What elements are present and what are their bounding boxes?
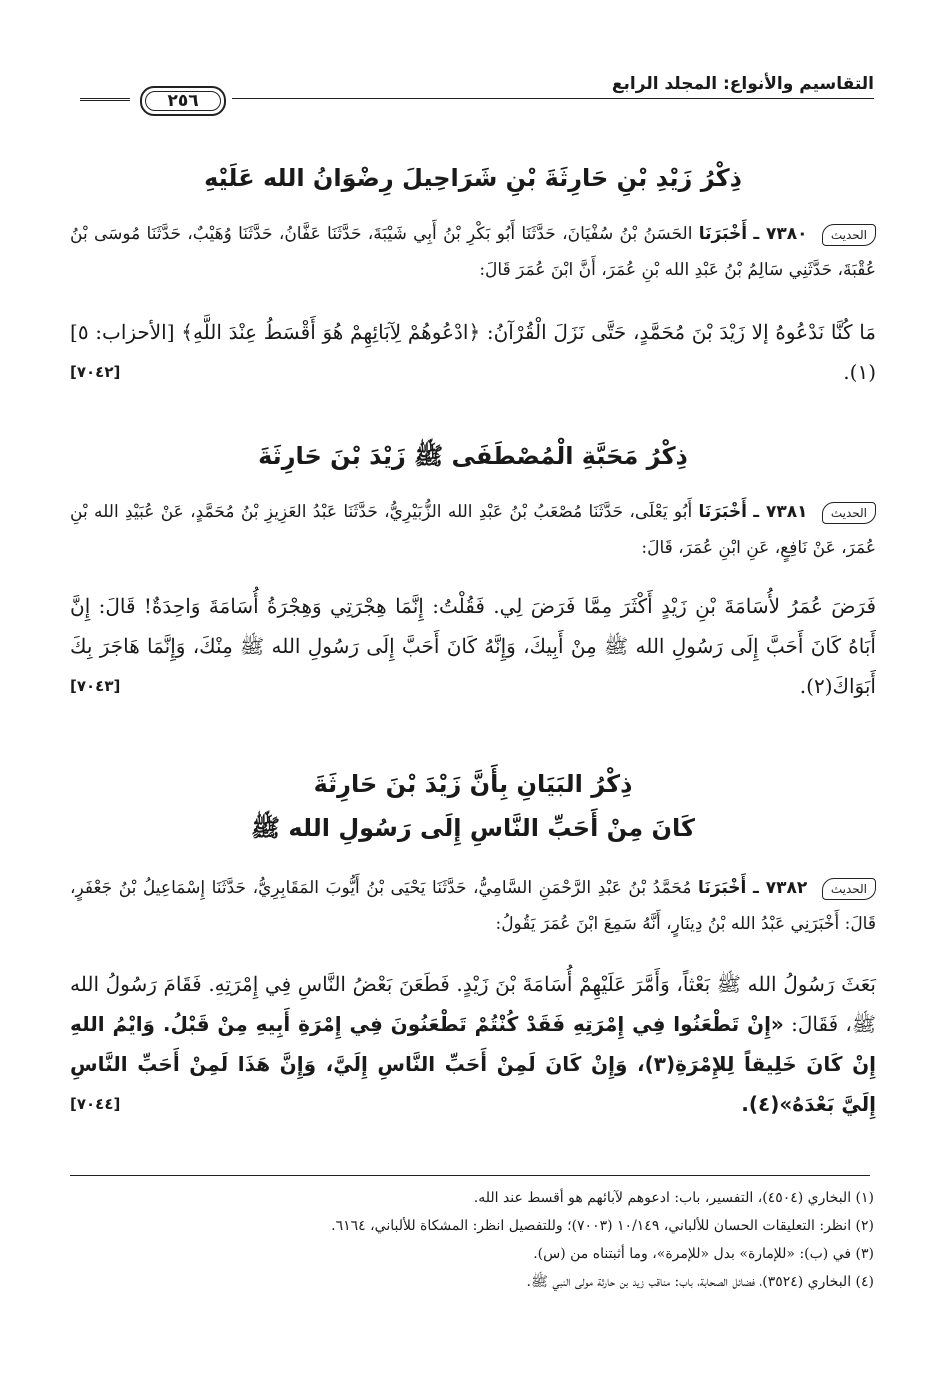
hadith-matn-1 (70, 312, 876, 392)
isnad-text: أَبُو يَعْلَى، حَدَّثَنَا مُصْعَبُ بْنُ عَبْدِ الله الزُّبَيْرِيُّ، حَدَّثَنَا عَبْدُ العَزِيزِ بْنُ مُحَمَّدٍ، عَنْ عُبَيْدِ الله بْنِ عُمَرَ، عَنْ نَافِعٍ، عَنِ ابْنِ عُمَرَ، قَالَ: (70, 502, 876, 558)
footnote-item: (٤) البخاري (٣٥٢٤)، فضائل الصحابة، باب: مناقب زيد بن حارثة مولى النبي ﷺ. (526, 1274, 874, 1290)
hadith-reference: [٧٠٤٤] (70, 1095, 121, 1113)
hadith-reference: [٧٠٤٣] (70, 677, 121, 695)
hadith-opening: أَخْبَرَنَا (698, 502, 747, 522)
hadith-matn-2 (70, 586, 876, 706)
isnad-text: مُحَمَّدُ بْنُ عَبْدِ الرَّحْمَنِ السَّامِيُّ، حَدَّثَنَا يَحْيَى بْنُ أَيُّوبَ المَقَابِرِيُّ، حَدَّثَنَا إِسْمَاعِيلُ بْنُ جَعْفَرٍ، قَالَ: أَخْبَرَنِي عَبْدُ الله بْنُ دِينَارٍ، أَنَّهُ سَمِعَ ابْنَ عُمَرَ يَقُولُ: (70, 878, 876, 934)
page-number: ٢٥٦ (140, 86, 226, 116)
matn-bold-text: «إِنْ تَطْعَنُوا فِي إِمْرَتِهِ فَقَدْ كُنْتُمْ تَطْعَنُونَ فِي إِمْرَةِ أَبِيهِ مِنْ قَبْلُ. وَايْمُ اللهِ إِنْ كَانَ خَلِيقاً لِلإِمْرَةِ(٣)، وَإِنْ كَانَ لَمِنْ أَحَبِّ النَّاسِ إِلَيَّ، وَإِنَّ هَذَا لَمِنْ أَحَبِّ النَّاسِ إِلَيَّ بَعْدَهُ»(٤). (70, 1012, 877, 1116)
matn-text: مَا كُنَّا نَدْعُوهُ إلا زَيْدَ بْنَ مُحَمَّدٍ، حَتَّى نَزَلَ الْقُرْآنُ: ﴿ادْعُوهُمْ لِآبَائِهِمْ هُوَ أَقْسَطُ عِنْدَ اللَّهِ﴾ [الأحزاب: ٥](١). (70, 320, 876, 384)
section-heading-2: ذِكْرُ مَحَبَّةِ الْمُصْطَفَى ﷺ زَيْدَ بْنَ حَارِثَةَ (258, 442, 688, 470)
footnote-item: (٢) انظر: التعليقات الحسان للألباني، ١٠/١٤٩ (٧٠٠٣)؛ وللتفصيل انظر: المشكاة للألباني، ٦١٦٤. (331, 1218, 874, 1234)
header-rule (232, 98, 874, 99)
isnad-text: الحَسَنُ بْنُ سُفْيَانَ، حَدَّثَنَا أَبُو بَكْرِ بْنُ أَبِي شَيْبَةَ، حَدَّثَنَا عَفَّانُ، حَدَّثَنَا وُهَيْبٌ، حَدَّثَنَا مُوسَى بْنُ عُقْبَةَ، حَدَّثَنِي سَالِمُ بْنُ عَبْدِ الله بْنِ عُمَرَ، أَنَّ ابْنَ عُمَرَ قَالَ: (70, 224, 876, 280)
hadith-matn-3 (70, 964, 876, 1124)
running-header (80, 62, 874, 118)
hadith-opening: أَخْبَرَنَا (698, 224, 748, 244)
hadith-badge: الحديث (822, 878, 876, 900)
hadith-number: ٧٣٨١ ـ (753, 502, 808, 522)
hadith-isnad-2 (70, 494, 876, 566)
header-rule-short (80, 98, 130, 101)
hadith-isnad-3 (70, 870, 876, 942)
matn-text: فَرَضَ عُمَرُ لأُسَامَةَ بْنِ زَيْدٍ أَكْثَرَ مِمَّا فَرَضَ لِي. فَقُلْتُ: إِنَّمَا هِجْرَتِي وَهِجْرَةُ أُسَامَةَ وَاحِدَةٌ! قَالَ: إِنَّ أَبَاهُ كَانَ أَحَبَّ إِلَى رَسُولِ الله ﷺ مِنْ أَبِيكَ، وَإِنَّهُ كَانَ أَحَبَّ إِلَى رَسُولِ الله ﷺ مِنْكَ، وَإِنَّمَا هَاجَرَ بِكَ أَبَوَاكَ(٢). (70, 594, 876, 698)
section-heading-1: ذِكْرُ زَيْدِ بْنِ حَارِثَةَ بْنِ شَرَاحِيلَ رِضْوَانُ الله عَلَيْهِ (204, 164, 742, 192)
hadith-badge: الحديث (822, 502, 876, 524)
footnote-rule (70, 1175, 870, 1176)
footnote-item: (٣) في (ب): «للإمارة» بدل «للإمرة»، وما أثبتناه من (س). (533, 1246, 874, 1262)
footnotes (70, 1184, 874, 1296)
hadith-opening: أَخْبَرَنَا (698, 878, 747, 898)
hadith-isnad-1 (70, 216, 876, 288)
footnote-item: (١) البخاري (٤٥٠٤)، التفسير، باب: ادعوهم لآبائهم هو أقسط عند الله. (473, 1190, 874, 1206)
section-heading-3b: كَانَ مِنْ أَحَبِّ النَّاسِ إِلَى رَسُولِ الله ﷺ (251, 814, 695, 842)
header-title: التقاسيم والأنواع: المجلد الرابع (611, 74, 874, 94)
hadith-reference: [٧٠٤٢] (70, 363, 121, 381)
section-heading-3a: ذِكْرُ البَيَانِ بِأَنَّ زَيْدَ بْنَ حَارِثَةَ (313, 770, 633, 798)
hadith-number: ٧٣٨٠ ـ (753, 224, 808, 244)
hadith-number: ٧٣٨٢ ـ (752, 878, 808, 898)
hadith-badge: الحديث (822, 224, 876, 246)
matn-text: بَعَثَ رَسُولُ الله ﷺ بَعْثاً، وَأَمَّرَ عَلَيْهِمْ أُسَامَةَ بْنَ زَيْدٍ. فَطَعَنَ بَعْضُ النَّاسِ فِي إِمْرَتِهِ. فَقَامَ رَسُولُ الله ﷺ، فَقَالَ: (70, 972, 877, 1036)
